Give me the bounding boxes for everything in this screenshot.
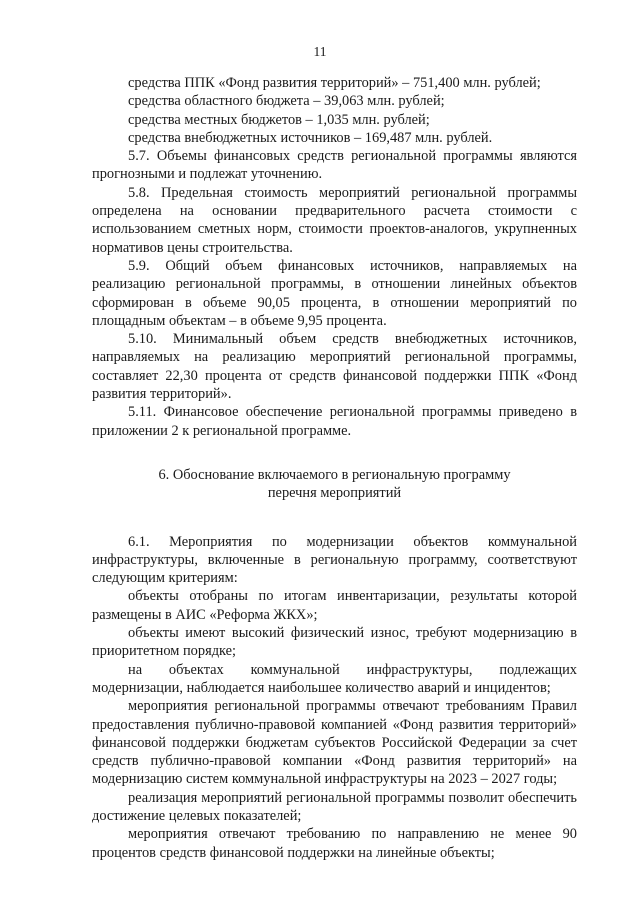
list-item: объекты имеют высокий физический износ, требуют модернизацию в приоритетном порядке; — [92, 625, 577, 660]
section-heading-line-1: 6. Обоснование включаемого в региональную программу — [158, 466, 511, 483]
section-body — [92, 533, 577, 862]
list-item: реализация мероприятий региональной программы позволит обеспечить достижение целевых показателей; — [92, 789, 577, 824]
paragraph: 6.1. Мероприятия по модернизации объектов коммунальной инфраструктуры, включенные в региональную программу, соответствуют следующим критериям: — [92, 533, 577, 587]
paragraph: средства внебюджетных источников – 169,487 млн. рублей. — [128, 129, 493, 146]
page-number: 11 — [313, 44, 327, 59]
section-heading-line-2: перечня мероприятий — [267, 485, 402, 502]
list-item: мероприятия региональной программы отвечают требованиям Правил предоставления публично-правовой компанией «Фонд развития территорий» финансовой поддержки бюджетам субъектов Российской Федерации за счет средств публично-правовой компании «Фонд развития территорий» на модернизацию систем коммунальной инфраструктуры на 2023 – 2027 годы; — [92, 698, 577, 788]
paragraph: 5.10. Минимальный объем средств внебюджетных источников, направляемых на реализацию мероприятий региональной программы, составляет 22,30 процента от средств финансовой поддержки ППК «Фонд развития территорий». — [92, 331, 577, 403]
paragraph: средства областного бюджета – 39,063 млн. рублей; — [128, 93, 445, 110]
paragraph: 5.11. Финансовое обеспечение региональной программы приведено в приложении 2 к региональной программе. — [92, 404, 577, 439]
list-item: на объектах коммунальной инфраструктуры, подлежащих модернизации, наблюдается наибольшее количество аварий и инцидентов; — [92, 661, 577, 696]
list-item: мероприятия отвечают требованию по направлению не менее 90 процентов средств финансовой поддержки на линейные объекты; — [92, 826, 577, 861]
document-body — [92, 74, 577, 862]
section-heading — [92, 466, 577, 503]
paragraph: средства местных бюджетов – 1,035 млн. рублей; — [128, 111, 430, 128]
list-item: объекты отобраны по итогам инвентаризации, результаты которой размещены в АИС «Реформа ЖКХ»; — [92, 588, 577, 623]
paragraph: 5.9. Общий объем финансовых источников, направляемых на реализацию региональной программы, в отношении линейных объектов сформирован в объеме 90,05 процента, в отношении мероприятий по площадным объектам – в объеме 9,95 процента. — [92, 257, 577, 329]
paragraph: средства ППК «Фонд развития территорий» – 751,400 млн. рублей; — [128, 75, 541, 91]
paragraph: 5.8. Предельная стоимость мероприятий региональной программы определена на основании предварительного расчета стоимости с использованием сметных норм, стоимости проектов-аналогов, укрупненных нормативов цены строительства. — [92, 184, 577, 256]
paragraph: 5.7. Объемы финансовых средств региональной программы являются прогнозными и подлежат уточнению. — [92, 148, 577, 183]
